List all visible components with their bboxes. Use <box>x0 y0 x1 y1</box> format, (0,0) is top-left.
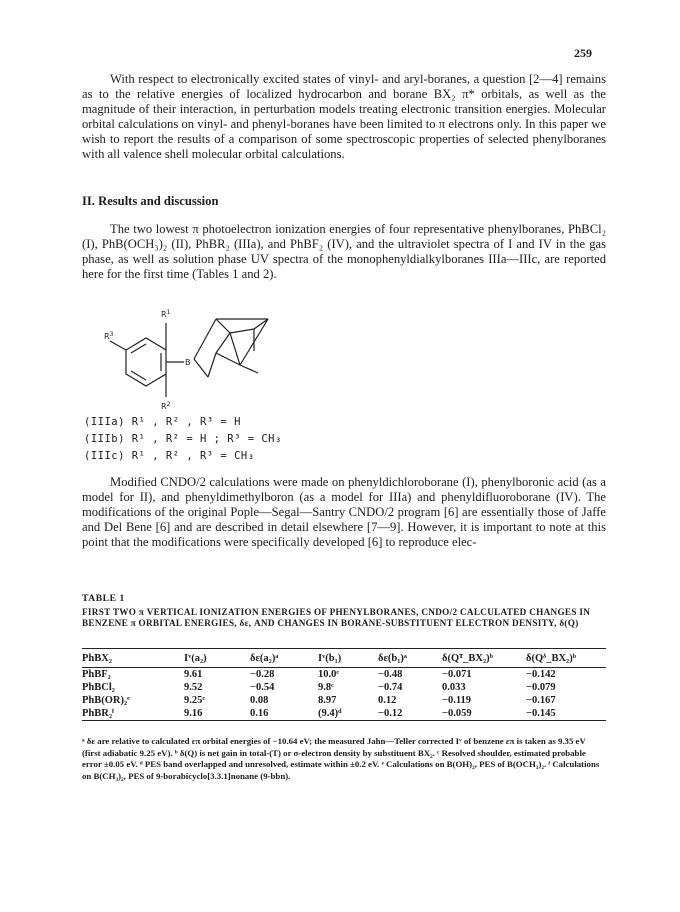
column-header: δ(Qᵀ_BX₂)ᵇ <box>442 653 494 664</box>
column-header: δ(Qᵟ_BX₂)ᵇ <box>526 653 577 664</box>
table-cell: PhBCl₂ <box>82 682 115 693</box>
table-header-row <box>82 649 606 668</box>
boron-label: B <box>185 358 191 367</box>
table-row <box>82 694 606 707</box>
table-caption: FIRST TWO π VERTICAL IONIZATION ENERGIES OF PHENYLBORANES, CNDO/2 CALCULATED CHANGES IN BENZENE π ORBITAL ENERGIES, δε, AND CHANGES IN BORANE-SUBSTITUENT ELECTRON DENSITY, δ(Q) <box>82 607 591 628</box>
table-cell: −0.071 <box>442 669 472 680</box>
table-cell: −0.28 <box>250 669 275 680</box>
table-cell: 10.0ᶜ <box>318 669 340 680</box>
table-footnotes: ᵃ δε are relative to calculated επ orbital energies of −10.64 eV; the measured Jahn—Teller corrected Iᵛ of benzene επ is taken as 9.35 eV (first adiabatic 9.25 eV). ᵇ δ(Q) is net gain in total-(T) or σ-electron density by substituent BX₂. ᶜ Resolved shoulder, estimated probable error ±0.05 eV. ᵈ PES band overlapped and unresolved, estimate within ±0.2 eV. ᵉ Calculations on B(OH)₂, PES of B(OCH₃)₂. ᶠ Calculations on B(CH₃)₂, PES of 9-borabicyclo[3.3.1]nonane (9-bbn). <box>82 736 600 781</box>
table-cell: 9.61 <box>184 669 203 680</box>
table-cell: −0.079 <box>526 682 556 693</box>
table-cell: 0.08 <box>250 695 269 706</box>
table-cell: PhB(OR)₂ᵉ <box>82 695 130 706</box>
r3-label: $R^3$ <box>104 331 114 341</box>
table-cell: PhBR₂ᶠ <box>82 708 115 719</box>
phenylborane-structure <box>104 305 324 415</box>
table-cell: −0.54 <box>250 682 275 693</box>
table-cell: −0.145 <box>526 708 556 719</box>
cndo-paragraph: Modified CNDO/2 calculations were made on phenyldichloroborane (I), phenylboronic acid (as a model for II), and phenyldimethylboron (as a model for IIIa) and phenyldifluoroborane (IV). The modifications of the original Pople—Segal—Santry CNDO/2 program [6] are essentially those of Jaffe and Del Bene [6] and are described in detail elsewhere [7—9]. However, it is important to note at this point that the modifications were specifically developed [6] to reproduce elec- <box>82 475 606 549</box>
table-row <box>82 707 606 721</box>
table-cell: 0.16 <box>250 708 269 719</box>
table-cell: 9.25ᶜ <box>184 695 206 706</box>
table-cell: −0.12 <box>378 708 403 719</box>
table-cell: −0.059 <box>442 708 472 719</box>
table-cell: −0.119 <box>442 695 472 706</box>
table-cell: PhBF₂ <box>82 669 111 680</box>
substituent-iiic: (IIIc) R¹ , R² , R³ = CH₃ <box>84 450 255 462</box>
column-header: PhBX₂ <box>82 653 112 664</box>
column-header: Iᵛ(b₁) <box>318 653 342 664</box>
table-cell: 0.033 <box>442 682 466 693</box>
table-cell: (9.4)ᵈ <box>318 708 342 719</box>
column-header: δε(a₂)ᵃ <box>250 653 279 664</box>
table-cell: 0.12 <box>378 695 397 706</box>
table-cell: −0.167 <box>526 695 556 706</box>
table-row <box>82 668 606 682</box>
table-title: TABLE 1 <box>82 594 125 604</box>
intro-paragraph: With respect to electronically excited states of vinyl- and aryl-boranes, a question [2—4] remains as to the relative energies of localized hydrocarbon and borane BX₂ π* orbitals, as well as the magnitude of their interaction, in perturbation models treating electronic transition energies. Molecular orbital calculations on vinyl- and phenyl-boranes have been limited to π electrons only. In this paper we wish to report the results of a comparison of some spectroscopic properties of selected phenylboranes with all valence shell molecular orbital calculations. <box>82 72 606 161</box>
table-cell: 8.97 <box>318 695 337 706</box>
substituent-iiia: (IIIa) R¹ , R² , R³ = H <box>84 416 241 428</box>
table-cell: 9.16 <box>184 708 203 719</box>
results-paragraph: The two lowest π photoelectron ionization energies of four representative phenylboranes, PhBCl₂ (I), PhB(OCH₃)₂ (II), PhBR₂ (IIIa), and PhBF₂ (IV), and the ultraviolet spectra of I and IV in the gas phase, as well as solution phase UV spectra of the monophenyldialkylboranes IIIa—IIIc, are reported here for the first time (Tables 1 and 2). <box>82 222 606 281</box>
table-cell: 9.8ᶜ <box>318 682 334 693</box>
table-cell: 9.52 <box>184 682 203 693</box>
substituent-iiib: (IIIb) R¹ , R² = H ; R³ = CH₃ <box>84 433 282 445</box>
column-header: Iᵛ(a₂) <box>184 653 207 664</box>
r1-label: $R^1$ <box>161 309 171 319</box>
column-header: δε(b₁)ᵃ <box>378 653 407 664</box>
page-number: 259 <box>574 46 592 60</box>
table-row <box>82 681 606 694</box>
ionization-energy-table <box>82 648 606 721</box>
section-heading: II. Results and discussion <box>82 194 219 208</box>
r2-label: $R^2$ <box>161 401 171 411</box>
table-cell: −0.74 <box>378 682 403 693</box>
table-cell: −0.48 <box>378 669 403 680</box>
table-cell: −0.142 <box>526 669 556 680</box>
